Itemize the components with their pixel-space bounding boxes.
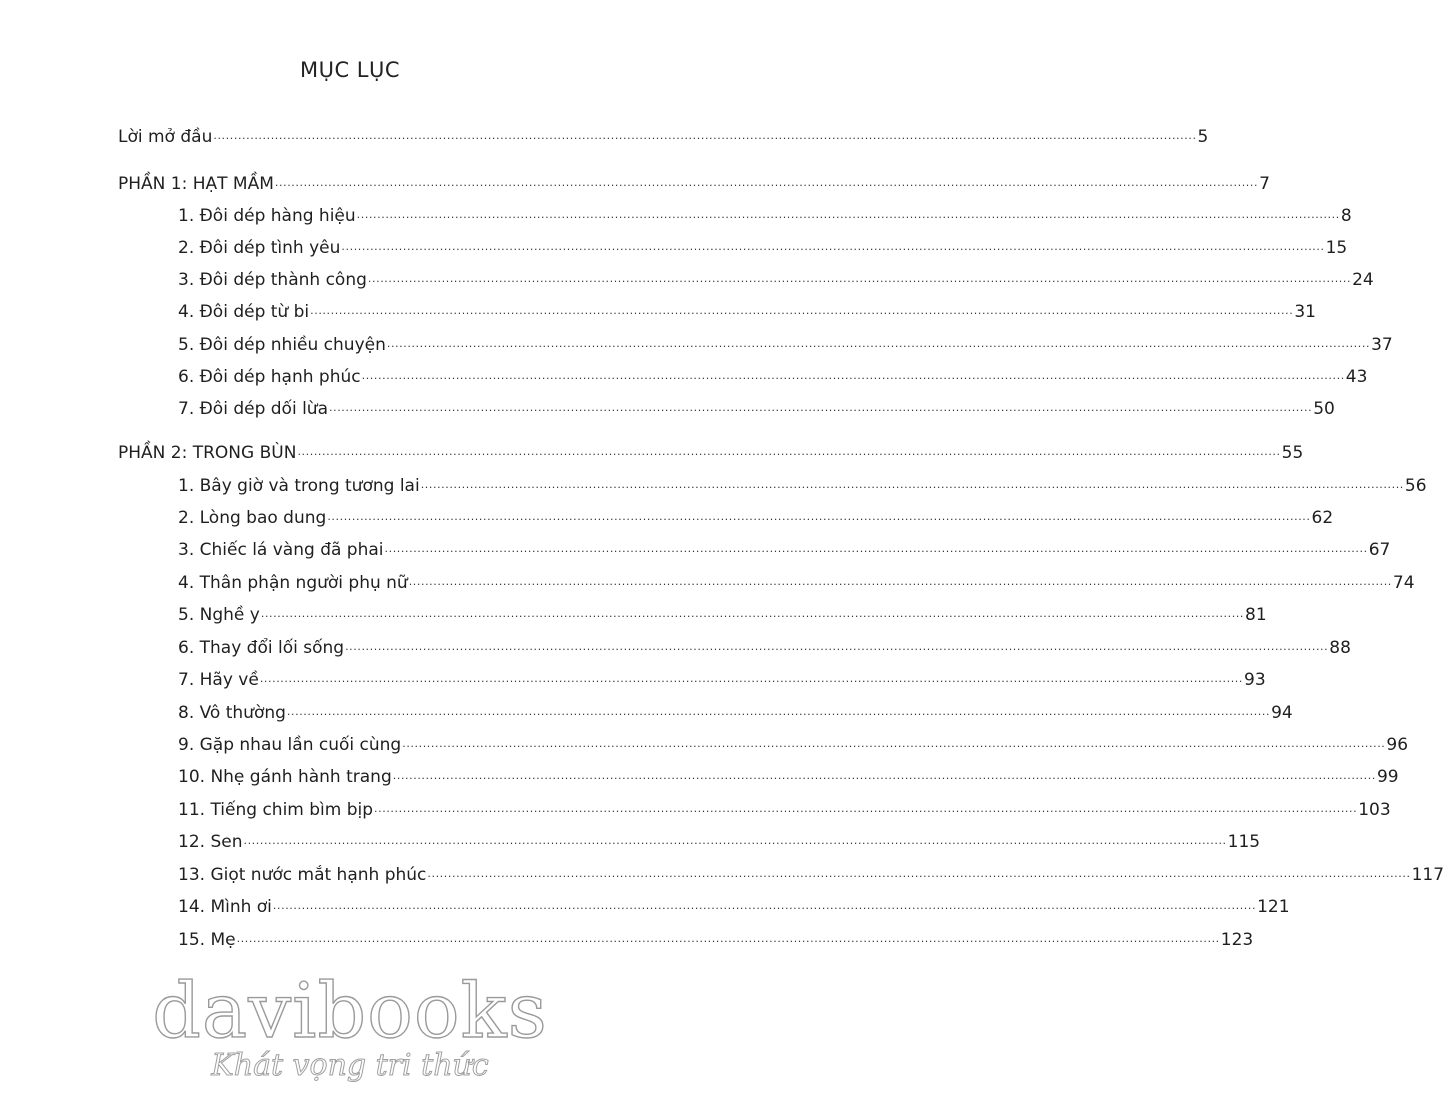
entry-title: 3. Đôi dép thành công	[178, 270, 367, 290]
toc-entry	[178, 667, 1266, 693]
dot-leader: ................................................................................................................................................................................................................................................	[367, 272, 1352, 285]
entry-title: 13. Giọt nước mắt hạnh phúc	[178, 865, 427, 885]
page-number: 37	[1371, 335, 1393, 355]
dot-leader: ................................................................................................................................................................................................................................................	[297, 445, 1281, 458]
toc-entry-intro	[118, 124, 1209, 150]
toc-entry	[178, 764, 1399, 790]
page-number: 62	[1311, 508, 1334, 528]
entry-title: 2. Đôi dép tình yêu	[178, 238, 341, 258]
page-number: 117	[1411, 865, 1444, 885]
page-number: 5	[1197, 127, 1209, 147]
toc-entry	[178, 927, 1254, 953]
page-number: 81	[1245, 605, 1267, 625]
entry-title: 7. Hãy về	[178, 670, 259, 690]
toc-entry	[178, 700, 1293, 726]
entry-title: 1. Bây giờ và trong tương lai	[178, 476, 420, 496]
page-number: 43	[1345, 367, 1368, 387]
entry-title: 2. Lòng bao dung	[178, 508, 327, 528]
dot-leader: ................................................................................................................................................................................................................................................	[361, 369, 1345, 382]
entry-title: 8. Vô thường	[178, 703, 286, 723]
part-title: PHẦN 1: HẠT MẦM	[118, 174, 274, 194]
dot-leader: ................................................................................................................................................................................................................................................	[341, 240, 1325, 253]
toc-entry	[178, 862, 1444, 888]
page-number: 93	[1244, 670, 1266, 690]
page-number: 99	[1376, 767, 1399, 787]
entry-title: 4. Đôi dép từ bi	[178, 302, 310, 322]
toc-entry	[178, 332, 1393, 358]
page-number: 7	[1259, 174, 1270, 194]
page-number: 67	[1368, 540, 1391, 560]
toc-part-1	[118, 171, 1270, 197]
page-number: 56	[1404, 476, 1427, 496]
dot-leader: ................................................................................................................................................................................................................................................	[236, 932, 1220, 945]
page-title: MỤC LỤC	[299, 58, 401, 82]
entry-title: 5. Đôi dép nhiều chuyện	[178, 335, 386, 355]
page-number: 55	[1281, 443, 1304, 463]
entry-title: 4. Thân phận người phụ nữ	[178, 573, 408, 593]
dot-leader: ................................................................................................................................................................................................................................................	[259, 672, 1243, 685]
toc-entry	[178, 602, 1267, 628]
entry-title: 1. Đôi dép hàng hiệu	[178, 206, 356, 226]
toc-entry	[178, 505, 1334, 531]
entry-title: 15. Mẹ	[178, 930, 236, 950]
dot-leader: ................................................................................................................................................................................................................................................	[374, 802, 1358, 815]
dot-leader: ................................................................................................................................................................................................................................................	[420, 478, 1404, 491]
page-number: 74	[1392, 573, 1415, 593]
part-title: PHẦN 2: TRONG BÙN	[118, 443, 297, 463]
page-number: 94	[1271, 703, 1293, 723]
toc-entry	[178, 537, 1391, 563]
entry-title: 7. Đôi dép dối lừa	[178, 399, 329, 419]
watermark-slogan: Khát vọng tri thức	[211, 1048, 489, 1083]
entry-title: 10. Nhẹ gánh hành trang	[178, 767, 392, 787]
page-number: 115	[1227, 832, 1261, 852]
dot-leader: ................................................................................................................................................................................................................................................	[260, 607, 1245, 620]
toc-entry	[178, 829, 1261, 855]
page-number: 15	[1325, 238, 1348, 258]
entry-title: 11. Tiếng chim bìm bịp	[178, 800, 374, 820]
toc-entry	[178, 364, 1368, 390]
page-number: 8	[1340, 206, 1352, 226]
page-number: 96	[1386, 735, 1409, 755]
page-number: 103	[1358, 800, 1391, 820]
entry-title: 12. Sen	[178, 832, 243, 852]
dot-leader: ................................................................................................................................................................................................................................................	[243, 834, 1227, 847]
dot-leader: ................................................................................................................................................................................................................................................	[392, 769, 1376, 782]
toc-entry	[178, 267, 1374, 293]
page-number: 50	[1313, 399, 1335, 419]
dot-leader: ................................................................................................................................................................................................................................................	[213, 129, 1197, 142]
dot-leader: ................................................................................................................................................................................................................................................	[272, 899, 1257, 912]
toc-entry	[178, 894, 1290, 920]
page-number: 88	[1329, 638, 1351, 658]
toc-entry	[178, 732, 1409, 758]
dot-leader: ................................................................................................................................................................................................................................................	[356, 208, 1340, 221]
toc-entry	[178, 797, 1391, 823]
toc-entry	[178, 299, 1316, 325]
dot-leader: ................................................................................................................................................................................................................................................	[386, 337, 1371, 350]
dot-leader: ................................................................................................................................................................................................................................................	[327, 510, 1311, 523]
toc-entry	[178, 570, 1415, 596]
page-number: 121	[1257, 897, 1290, 917]
toc-entry	[178, 473, 1427, 499]
toc-entry	[178, 635, 1351, 661]
entry-title: 6. Đôi dép hạnh phúc	[178, 367, 361, 387]
entry-title: 5. Nghề y	[178, 605, 260, 625]
page-number: 24	[1352, 270, 1374, 290]
entry-title: 9. Gặp nhau lần cuối cùng	[178, 735, 402, 755]
entry-title: 3. Chiếc lá vàng đã phai	[178, 540, 384, 560]
entry-title: 14. Mình ơi	[178, 897, 272, 917]
dot-leader: ................................................................................................................................................................................................................................................	[329, 401, 1313, 414]
watermark-brand: davibooks	[152, 966, 548, 1055]
toc-part-2	[118, 440, 1304, 466]
toc-entry	[178, 235, 1348, 261]
page-number: 123	[1220, 930, 1254, 950]
dot-leader: ................................................................................................................................................................................................................................................	[384, 542, 1368, 555]
dot-leader: ................................................................................................................................................................................................................................................	[286, 705, 1271, 718]
dot-leader: ................................................................................................................................................................................................................................................	[408, 575, 1392, 588]
toc-entry	[178, 396, 1335, 422]
dot-leader: ................................................................................................................................................................................................................................................	[310, 304, 1294, 317]
entry-title: 6. Thay đổi lối sống	[178, 638, 345, 658]
dot-leader: ................................................................................................................................................................................................................................................	[274, 176, 1259, 189]
dot-leader: ................................................................................................................................................................................................................................................	[427, 867, 1411, 880]
dot-leader: ................................................................................................................................................................................................................................................	[402, 737, 1386, 750]
entry-title: Lời mở đầu	[118, 127, 213, 147]
dot-leader: ................................................................................................................................................................................................................................................	[345, 640, 1329, 653]
toc-entry	[178, 203, 1352, 229]
page-number: 31	[1294, 302, 1316, 322]
